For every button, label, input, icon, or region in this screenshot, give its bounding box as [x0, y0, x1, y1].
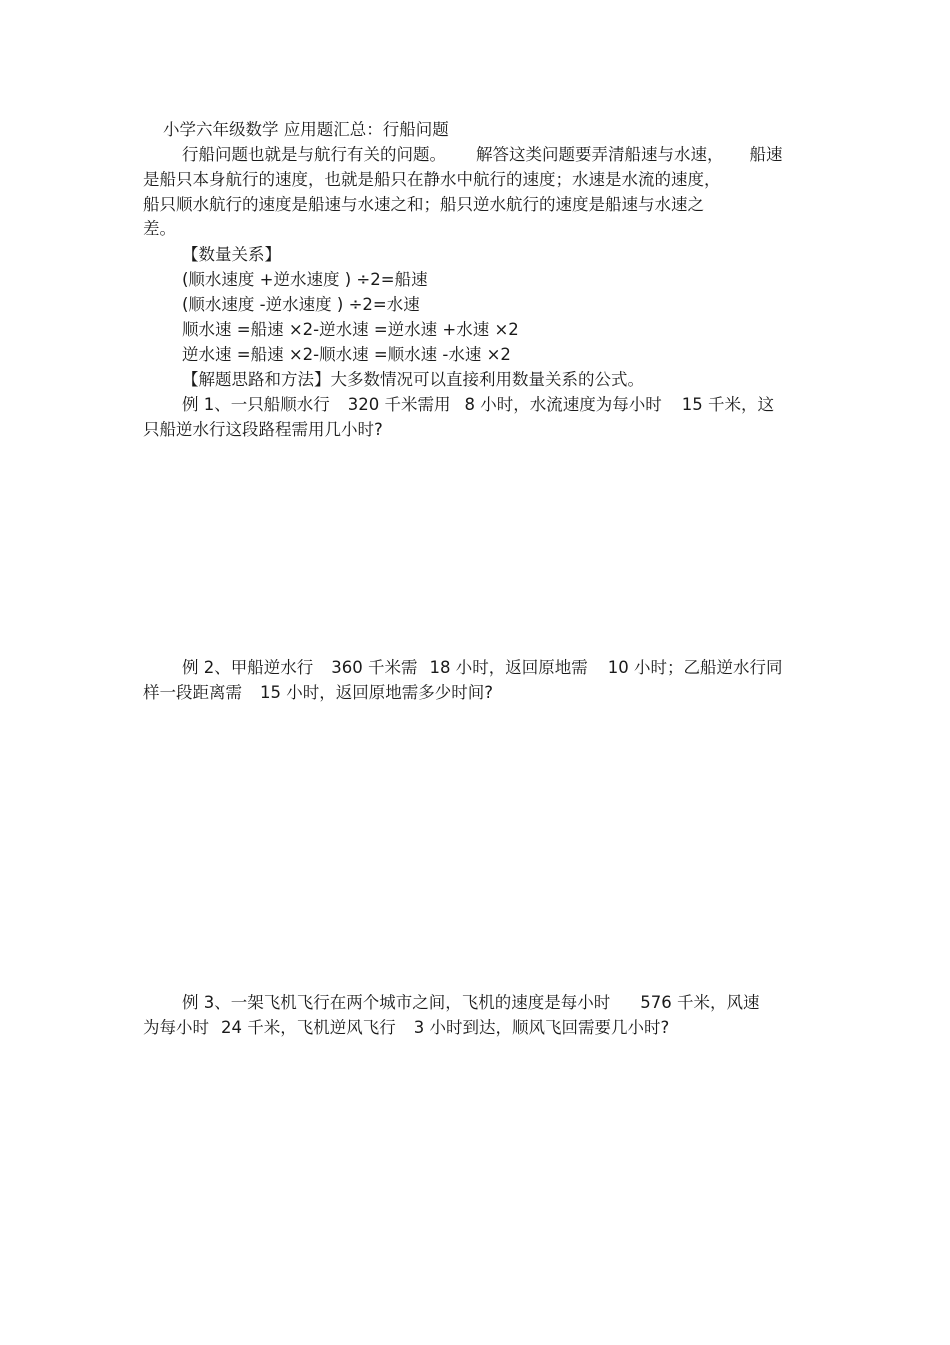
example-1-part: 15 千米，这: [681, 395, 774, 414]
method-text: 【解题思路和方法】大多数情况可以直接利用数量关系的公式。: [182, 370, 644, 389]
formula-1: (顺水速度 +逆水速度 ) ÷2=船速: [182, 270, 428, 289]
intro-text-1: 行船问题也就是与航行有关的问题。: [182, 145, 446, 164]
intro-line-4: 差。: [143, 219, 176, 238]
example-2-part: 样一段距离需: [143, 683, 242, 702]
example-3-part: 为每小时: [143, 1018, 209, 1037]
formula-4: 逆水速 =船速 ×2-顺水速 =顺水速 -水速 ×2: [182, 345, 511, 364]
example-1-part: 8 小时，水流速度为每小时: [464, 395, 662, 414]
example-2-part: 10 小时；乙船逆水行同: [607, 658, 783, 677]
intro-line-3: 船只顺水航行的速度是船速与水速之和；船只逆水航行的速度是船速与水速之: [143, 195, 704, 214]
example-3-part: 3 小时到达，顺风飞回需要几小时?: [413, 1018, 670, 1037]
formula-2: (顺水速度 -逆水速度 ) ÷2=水速: [182, 295, 420, 314]
example-2-part: 18 小时，返回原地需: [429, 658, 588, 677]
example-3-line-1: [182, 993, 760, 1013]
intro-line-2: 是船只本身航行的速度，也就是船只在静水中航行的速度；水速是水流的速度，: [143, 170, 721, 189]
example-3-part: 576 千米，风速: [640, 993, 760, 1012]
example-1-line-2: 只船逆水行这段路程需用几小时?: [143, 420, 383, 439]
example-3-line-2: [143, 1018, 669, 1038]
intro-line-1: [182, 145, 783, 165]
example-3-part: 例 3、一架飞机飞行在两个城市之间，飞机的速度是每小时: [182, 993, 611, 1012]
example-2-line-1: [182, 658, 783, 678]
example-3-part: 24 千米，飞机逆风飞行: [221, 1018, 396, 1037]
relations-heading: 【数量关系】: [182, 245, 281, 264]
intro-text-3: 船速: [749, 145, 783, 164]
document-title: 小学六年级数学 应用题汇总：行船问题: [163, 120, 449, 139]
example-1-part: 320 千米需用: [347, 395, 451, 414]
example-2-part: 15 小时，返回原地需多少时间?: [260, 683, 493, 702]
example-1-line-1: [182, 395, 774, 415]
example-2-part: 360 千米需: [331, 658, 418, 677]
example-2-part: 例 2、甲船逆水行: [182, 658, 314, 677]
formula-3: 顺水速 =船速 ×2-逆水速 =逆水速 +水速 ×2: [182, 320, 519, 339]
intro-text-2: 解答这类问题要弄清船速与水速，: [476, 145, 724, 164]
example-1-part: 例 1、一只船顺水行: [182, 395, 330, 414]
example-2-line-2: [143, 683, 493, 703]
